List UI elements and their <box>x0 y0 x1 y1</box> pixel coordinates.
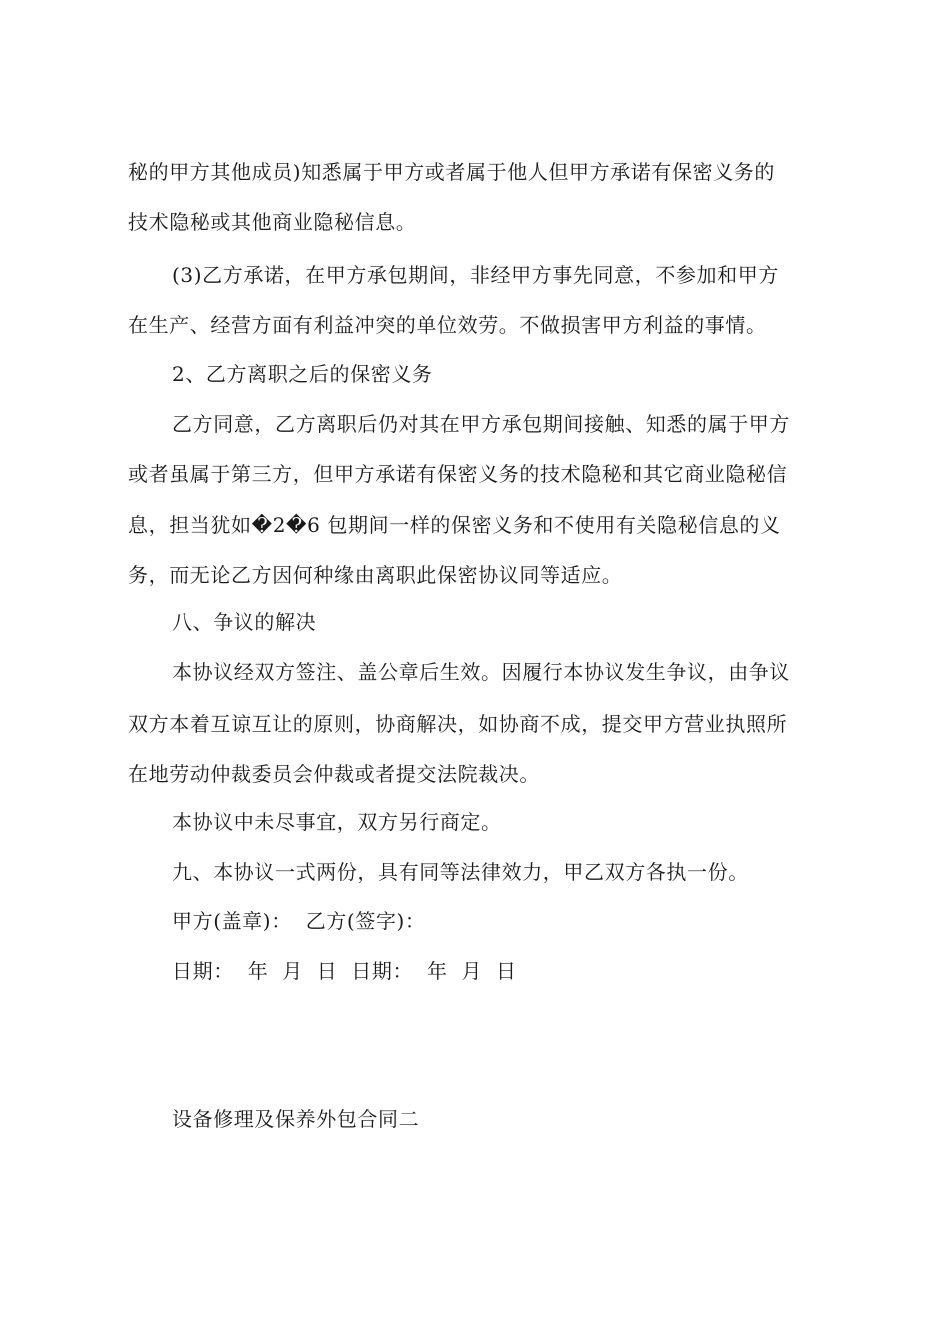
paragraph-line: (3)乙方承诺，在甲方承包期间，非经甲方事先同意，不参加和甲方 <box>172 263 779 287</box>
signature-line: 甲方(盖章)： 乙方(签字)： <box>172 909 426 933</box>
paragraph-line: 务，而无论乙方因何种缘由离职此保密协议同等适应。 <box>128 563 623 587</box>
paragraph-line: 乙方同意，乙方离职后仍对其在甲方承包期间接触、知悉的属于甲方 <box>172 412 790 436</box>
paragraph-line: 秘的甲方其他成员)知悉属于甲方或者属于他人但甲方承诺有保密义务的 <box>128 160 776 184</box>
paragraph-line: 息，担当犹如�2�6 包期间一样的保密义务和不使用有关隐秘信息的义 <box>128 513 781 537</box>
paragraph-line: 本协议经双方签注、盖公章后生效。因履行本协议发生争议，由争议 <box>172 660 790 684</box>
paragraph-line: 技术隐秘或其他商业隐秘信息。 <box>128 210 417 234</box>
paragraph-line: 本协议中未尽事宜，双方另行商定。 <box>172 810 502 834</box>
section-heading: 九、本协议一式两份，具有同等法律效力，甲乙双方各执一份。 <box>172 860 749 884</box>
paragraph-line: 双方本着互谅互让的原则，协商解决，如协商不成，提交甲方营业执照所 <box>128 712 788 736</box>
document-title: 设备修理及保养外包合同二 <box>172 1107 420 1131</box>
paragraph-line: 在生产、经营方面有利益冲突的单位效劳。不做损害甲方利益的事情。 <box>128 313 767 337</box>
date-line: 日期： 年 月 日 日期： 年 月 日 <box>172 959 517 983</box>
paragraph-line: 在地劳动仲裁委员会仲裁或者提交法院裁决。 <box>128 762 540 786</box>
paragraph-line: 或者虽属于第三方，但甲方承诺有保密义务的技术隐秘和其它商业隐秘信 <box>128 462 788 486</box>
section-heading: 八、争议的解决 <box>172 610 317 634</box>
section-heading: 2、乙方离职之后的保密义务 <box>172 362 433 386</box>
